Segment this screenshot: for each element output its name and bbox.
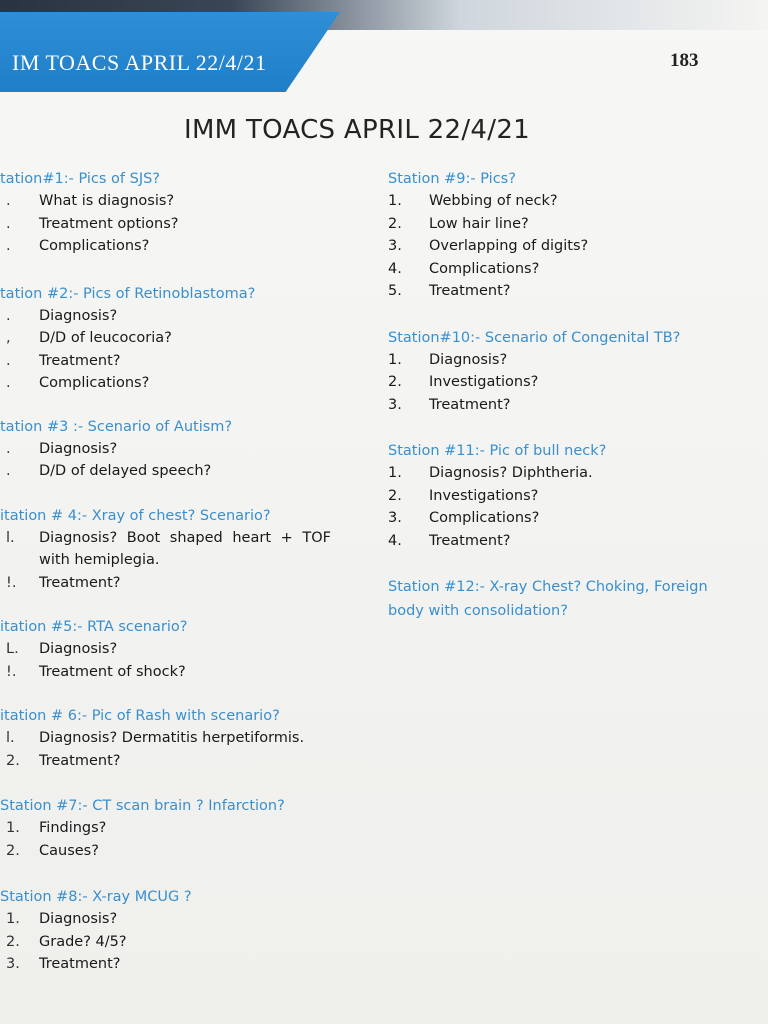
page-title: IMM TOACS APRIL 22/4/21 bbox=[183, 115, 531, 145]
item-text: Treatment? bbox=[429, 532, 511, 549]
list-marker: 2. bbox=[388, 215, 402, 232]
item-text: Diagnosis? bbox=[39, 440, 118, 457]
list-item bbox=[0, 750, 350, 773]
list-item bbox=[0, 235, 350, 258]
item-text: Treatment? bbox=[39, 352, 121, 369]
list-item bbox=[0, 213, 350, 236]
list-marker: . bbox=[6, 375, 11, 391]
list-item bbox=[388, 258, 758, 281]
station-heading: Station#10:- Scenario of Congenital TB? bbox=[388, 329, 681, 346]
list-item bbox=[0, 438, 350, 461]
item-text: Treatment options? bbox=[39, 215, 179, 232]
list-item bbox=[388, 213, 758, 236]
list-marker: 3. bbox=[388, 396, 402, 413]
left-column bbox=[0, 168, 350, 990]
list-marker: l. bbox=[6, 529, 15, 546]
item-text: Causes? bbox=[39, 842, 99, 859]
list-item bbox=[0, 638, 350, 661]
list-item bbox=[0, 572, 350, 595]
item-text: Low hair line? bbox=[429, 215, 529, 232]
list-item bbox=[388, 485, 758, 508]
list-marker: 2. bbox=[6, 752, 20, 769]
station-block bbox=[0, 416, 350, 483]
station-heading: tation#1:- Pics of SJS? bbox=[0, 171, 161, 187]
list-item bbox=[0, 372, 350, 395]
list-item bbox=[0, 840, 350, 863]
list-marker: . bbox=[6, 307, 11, 324]
list-marker: . bbox=[6, 440, 11, 457]
list-marker: 1. bbox=[6, 820, 20, 836]
list-item bbox=[0, 817, 350, 840]
item-text: Diagnosis? bbox=[39, 911, 118, 927]
list-marker: 3. bbox=[388, 238, 402, 254]
list-marker: . bbox=[6, 463, 11, 479]
list-item bbox=[0, 305, 350, 328]
list-marker: , bbox=[6, 330, 11, 346]
item-text: What is diagnosis? bbox=[39, 193, 175, 209]
item-text: Diagnosis? Dermatitis herpetiformis. bbox=[39, 730, 305, 746]
item-text: Diagnosis? Boot shaped heart + TOF with hemiplegia. bbox=[39, 529, 331, 568]
item-text: Complications? bbox=[39, 238, 150, 254]
list-marker: 3. bbox=[6, 956, 20, 972]
list-item bbox=[388, 371, 758, 394]
list-item bbox=[388, 462, 758, 485]
list-marker: 3. bbox=[388, 510, 402, 526]
list-item bbox=[388, 349, 758, 372]
list-item bbox=[388, 235, 758, 258]
station-heading: Station #11:- Pic of bull neck? bbox=[388, 443, 607, 459]
list-marker: 2. bbox=[6, 933, 20, 950]
list-marker: 1. bbox=[388, 465, 402, 481]
list-marker: 5. bbox=[388, 283, 402, 299]
list-item bbox=[0, 350, 350, 373]
station-block bbox=[388, 168, 758, 303]
station-heading: tation #2:- Pics of Retinoblastoma? bbox=[0, 285, 256, 302]
list-item bbox=[0, 327, 350, 350]
banner-title: IM TOACS APRIL 22/4/21 bbox=[12, 50, 267, 75]
list-marker: . bbox=[6, 193, 11, 209]
item-text: Treatment? bbox=[39, 956, 121, 972]
item-text: Treatment? bbox=[429, 396, 511, 413]
list-item bbox=[0, 661, 350, 684]
list-item bbox=[388, 530, 758, 553]
item-text: Complications? bbox=[39, 375, 150, 391]
station-block bbox=[0, 616, 350, 683]
list-marker: 1. bbox=[388, 193, 402, 209]
item-text: Treatment? bbox=[39, 752, 121, 769]
item-text: Treatment of shock? bbox=[39, 663, 186, 680]
item-text: Treatment? bbox=[39, 574, 121, 591]
station-block bbox=[0, 505, 350, 595]
item-text: Overlapping of digits? bbox=[429, 238, 589, 254]
item-text: Investigations? bbox=[429, 487, 539, 504]
item-text: Complications? bbox=[429, 260, 540, 277]
list-marker: 4. bbox=[388, 260, 402, 277]
list-marker: 2. bbox=[388, 374, 402, 390]
item-text: Investigations? bbox=[429, 374, 539, 390]
list-item bbox=[388, 394, 758, 417]
list-marker: L. bbox=[6, 641, 19, 657]
station-block bbox=[0, 168, 350, 258]
list-item bbox=[0, 527, 350, 572]
item-text: Findings? bbox=[39, 820, 107, 836]
item-text: Treatment? bbox=[429, 283, 511, 299]
station-heading: Station #8:- X-ray MCUG ? bbox=[0, 889, 192, 905]
station-heading: itation # 4:- Xray of chest? Scenario? bbox=[0, 507, 271, 524]
list-item bbox=[0, 460, 350, 483]
station-block bbox=[0, 705, 350, 772]
list-marker: 1. bbox=[6, 911, 20, 927]
station-block bbox=[388, 327, 758, 417]
station-heading: Station #12:- X-ray Chest? Choking, Foreign body with consolidation? bbox=[388, 579, 708, 619]
list-item bbox=[388, 190, 758, 213]
list-marker: l. bbox=[6, 730, 15, 746]
list-marker: 2. bbox=[388, 487, 402, 504]
list-marker: . bbox=[6, 238, 11, 254]
station-block bbox=[388, 575, 758, 623]
list-item bbox=[0, 727, 350, 750]
list-item bbox=[0, 931, 350, 954]
list-item bbox=[388, 507, 758, 530]
item-text: Complications? bbox=[429, 510, 540, 526]
station-block bbox=[388, 440, 758, 552]
list-marker: 1. bbox=[388, 351, 402, 368]
item-text: Diagnosis? bbox=[39, 641, 118, 657]
list-marker: . bbox=[6, 215, 11, 232]
station-block bbox=[0, 795, 350, 862]
station-block bbox=[0, 886, 350, 976]
station-heading: tation #3 :- Scenario of Autism? bbox=[0, 418, 233, 435]
list-marker: 4. bbox=[388, 532, 402, 549]
item-text: Diagnosis? Diphtheria. bbox=[429, 465, 593, 481]
station-heading: itation # 6:- Pic of Rash with scenario? bbox=[0, 708, 280, 724]
item-text: Diagnosis? bbox=[39, 307, 118, 324]
station-block bbox=[0, 283, 350, 395]
station-heading: Station #9:- Pics? bbox=[388, 171, 516, 187]
item-text: Diagnosis? bbox=[429, 351, 508, 368]
list-item bbox=[0, 908, 350, 931]
list-marker: !. bbox=[6, 663, 17, 680]
item-text: D/D of delayed speech? bbox=[39, 463, 212, 479]
list-item bbox=[0, 190, 350, 213]
right-column bbox=[388, 168, 758, 637]
item-text: Grade? 4/5? bbox=[39, 933, 127, 950]
page-number: 183 bbox=[670, 50, 699, 71]
list-marker: 2. bbox=[6, 842, 20, 859]
list-marker: . bbox=[6, 352, 11, 369]
station-heading: itation #5:- RTA scenario? bbox=[0, 619, 188, 635]
list-item bbox=[0, 953, 350, 976]
item-text: Webbing of neck? bbox=[429, 193, 558, 209]
item-text: D/D of leucocoria? bbox=[39, 330, 172, 346]
list-marker: !. bbox=[6, 574, 17, 591]
list-item bbox=[388, 280, 758, 303]
station-heading: Station #7:- CT scan brain ? Infarction? bbox=[0, 798, 285, 814]
